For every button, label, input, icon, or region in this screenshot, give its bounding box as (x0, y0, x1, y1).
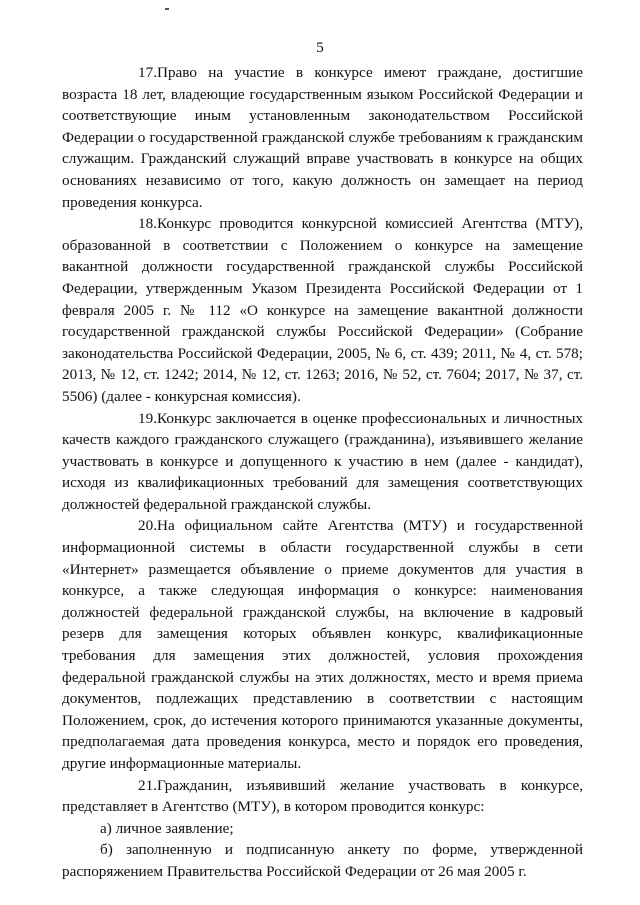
paragraph-text: На официальном сайте Агентства (МТУ) и государственной информационной системы в области государственной службы в сети «Интернет» размещается объявление о приеме документов для участия в конкурсе, а также следующая информация о конкурсе: наименования должностей федеральной гражданской службы, на включение в кадровый резерв для замещения которых объявлен конкурс, квалификационные требования для замещения этих должностей, условия прохождения федеральной гражданской службы на этих должностях, место и время приема документов, подлежащих представлению в соответствии с настоящим Положением, срок, до истечения которого принимаются указанные документы, предполагаемая дата проведения конкурса, место и порядок его проведения, другие информационные материалы. (62, 517, 583, 772)
paragraph-number: 17. (138, 64, 157, 81)
paragraph-number: 19. (138, 409, 157, 427)
paragraph-19 (62, 408, 583, 516)
document-body (62, 62, 583, 883)
subitem-b: б) заполненную и подписанную анкету по форме, утвержденной распоряжением Правительства Российской Федерации от 26 мая 2005 г. (62, 841, 583, 880)
paragraph-text: Конкурс проводится конкурсной комиссией Агентства (МТУ), образованной в соответствии с Положением о конкурсе на замещение вакантной должности государственной гражданской службы Российской Федерации, утвержденным Указом Президента Российской Федерации от 1 февраля 2005 г. № 112 «О конкурсе на замещение вакантной должности государственной гражданской службы Российской Федерации» (Собрание законодательства Российской Федерации, 2005, № 6, ст. 439; 2011, № 4, ст. 578; 2013, № 12, ст. 1242; 2014, № 12, ст. 1263; 2016, № 52, ст. 7604; 2017, № 37, ст. 5506) (далее - конкурсная комиссия). (62, 215, 583, 405)
paragraph-text: Гражданин, изъявивший желание участвовать в конкурсе, представляет в Агентство (МТУ), в котором проводится конкурс: (62, 776, 583, 816)
paragraph-text: Право на участие в конкурсе имеют граждане, достигшие возраста 18 лет, владеющие государственным языком Российской Федерации и соответствующие иным установленным законодательством Российской Федерации о государственной гражданской службе требованиям к гражданским служащим. Гражданский служащий вправе участвовать в конкурсе на общих основаниях независимо от того, какую должность он замещает на период проведения конкурса. (62, 64, 583, 211)
paragraph-number: 20. (138, 517, 157, 535)
page-number: 5 (316, 40, 324, 56)
paragraph-number: 18. (138, 215, 157, 233)
paragraph-20 (62, 515, 583, 774)
paragraph-17 (62, 62, 583, 213)
paragraph-number: 21. (138, 776, 157, 794)
paragraph-21 (62, 775, 583, 818)
paragraph-18 (62, 213, 583, 407)
scan-speck (165, 8, 169, 10)
subitem-a: а) личное заявление; (100, 819, 234, 837)
paragraph-text: Конкурс заключается в оценке профессиональных и личностных качеств каждого гражданского служащего (гражданина), изъявившего желание участвовать в конкурсе и допущенного к участию в нем (далее - кандидат), исходя из квалификационных требований для замещения соответствующих должностей федеральной гражданской службы. (62, 409, 583, 513)
